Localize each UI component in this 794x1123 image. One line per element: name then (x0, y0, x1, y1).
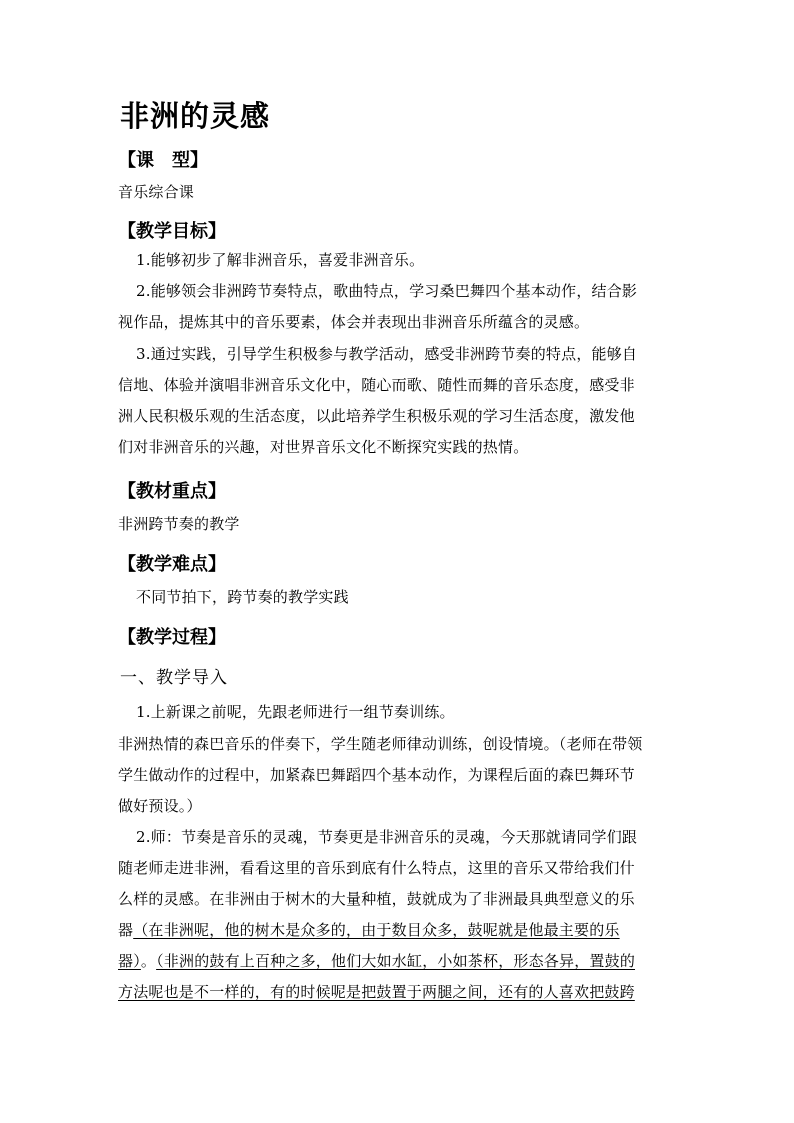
lesson-type-heading: 【课 型】 (118, 150, 208, 171)
plain-text: 。 (140, 952, 157, 970)
underlined-note: （非洲的鼓有上百种之多，他们大如水缸，小如茶杯，形态各异，置鼓的 (156, 952, 636, 970)
difficulties-heading: 【教学难点】 (118, 554, 226, 575)
process-line: 随老师走进非洲，看看这里的音乐到底有什么特点，这里的音乐又带给我们什 (118, 859, 635, 877)
process-line: 2.师：节奏是音乐的灵魂，节奏更是非洲音乐的灵魂，今天那就请同学们跟 (136, 828, 638, 846)
objective-line: 1.能够初步了解非洲音乐，喜爱非洲音乐。 (136, 251, 425, 269)
key-points-text: 非洲跨节奏的教学 (118, 515, 240, 533)
difficulties-text: 不同节拍下，跨节奏的教学实践 (136, 588, 349, 606)
objective-line: 洲人民积极乐观的生活态度，以此培养学生积极乐观的学习生活态度，激发他 (118, 407, 635, 425)
process-line: 做好预设。） (118, 797, 202, 815)
page-title: 非洲的灵感 (120, 99, 271, 133)
process-line: 1.上新课之前呢，先跟老师进行一组节奏训练。 (136, 703, 455, 721)
objective-line: 信地、体验并演唱非洲音乐文化中，随心而歌、随性而舞的音乐态度，感受非 (118, 376, 635, 394)
process-line: 学生做动作的过程中，加紧森巴舞蹈四个基本动作，为课程后面的森巴舞环节 (118, 766, 635, 784)
plain-text: 器 (118, 921, 134, 939)
objective-line: 视作品，提炼其中的音乐要素，体会并表现出非洲音乐所蕴含的灵感。 (118, 313, 590, 331)
lesson-type-text: 音乐综合课 (118, 183, 195, 201)
objective-line: 3.通过实践，引导学生积极参与教学活动，感受非洲跨节奏的特点，能够自 (136, 345, 638, 363)
underlined-note: 方法呢也是不一样的，有的时候呢是把鼓置于两腿之间，还有的人喜欢把鼓跨 (118, 983, 635, 1001)
process-line: 非洲热情的森巴音乐的伴奏下，学生随老师律动训练，创设情境。（老师在带领 (118, 735, 643, 753)
process-line-annotated (118, 946, 635, 976)
process-line-annotated (118, 977, 635, 1007)
underlined-note: （在非洲呢，他的树木是众多的，由于数目众多，鼓呢就是他最主要的乐 (133, 921, 620, 939)
objective-line: 2.能够领会非洲跨节奏特点，歌曲特点，学习桑巴舞四个基本动作，结合影 (136, 282, 638, 300)
objective-line: 们对非洲音乐的兴趣，对世界音乐文化不断探究实践的热情。 (118, 438, 529, 456)
underlined-note: 器） (118, 952, 141, 970)
process-line-annotated (118, 915, 620, 945)
process-subheading: 一、教学导入 (120, 668, 228, 688)
objectives-heading: 【教学目标】 (118, 221, 226, 242)
key-points-heading: 【教材重点】 (118, 481, 226, 502)
process-heading: 【教学过程】 (118, 627, 226, 648)
process-line: 么样的灵感。在非洲由于树木的大量种植，鼓就成为了非洲最具典型意义的乐 (118, 890, 635, 908)
